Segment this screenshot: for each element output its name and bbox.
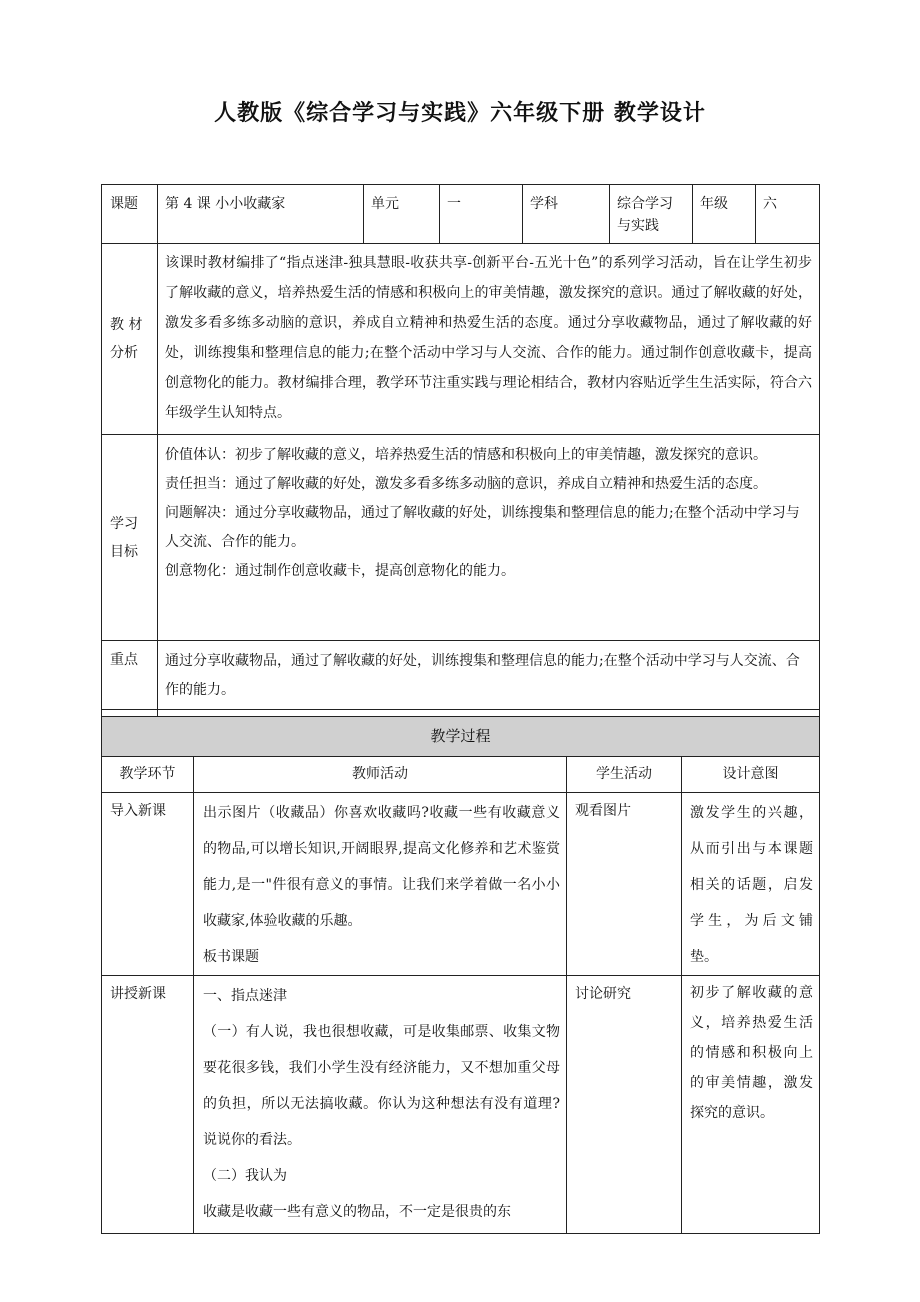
table-row [102, 793, 820, 976]
key-point-label: 重点 [110, 652, 138, 668]
stage-label: 讲授新课 [110, 986, 166, 1002]
column-header: 教学环节 [102, 757, 194, 793]
material-row [102, 244, 820, 435]
goals-row [102, 435, 820, 641]
student-activity: 观看图片 [575, 803, 631, 819]
unit-value: 一 [447, 196, 461, 212]
process-heading: 教学过程 [102, 717, 820, 757]
teacher-activity: 一、指点迷津 （一）有人说，我也很想收藏，可是收集邮票、收集文物要花很多钱，我们小学生没有经济能力，又不想加重父母的负担，所以无法搞收藏。你认为这种想法有没有道理?说说你的看法。 （二）我认为 收藏是收藏一些有意义的物品，不一定是很贵的东 [203, 988, 560, 1220]
design-intent: 初步了解收藏的意义，培养热爱生活的情感和积极向上的审美情趣，激发探究的意识。 [690, 985, 814, 1121]
goal-item: 责任担当：通过了解收藏的好处，激发多看多练多动脑的意识，养成自立精神和热爱生活的态度。 [165, 476, 767, 492]
column-header: 设计意图 [682, 757, 820, 793]
teaching-process-table [101, 716, 820, 1234]
header-row [102, 185, 820, 244]
goals-list [158, 435, 819, 590]
goals-label: 学习 目标 [110, 515, 138, 560]
process-column-headers [102, 757, 820, 793]
grade-label: 年级 [700, 196, 728, 212]
stage-label: 导入新课 [110, 803, 166, 819]
unit-label: 单元 [371, 196, 399, 212]
goal-item: 问题解决：通过分享收藏物品，通过了解收藏的好处，训练搜集和整理信息的能力;在整个活动中学习与人交流、合作的能力。 [165, 505, 800, 550]
material-analysis-text: 该课时教材编排了“指点迷津-独具慧眼-收获共享-创新平台-五光十色”的系列学习活动，旨在让学生初步了解收藏的意义，培养热爱生活的情感和积极向上的审美情趣，激发探究的意识。通过了解收藏的好处，激发多看多练多动脑的意识，养成自立精神和热爱生活的态度。通过分享收藏物品，通过了解收藏的好处，训练搜集和整理信息的能力;在整个活动中学习与人交流、合作的能力。通过制作创意收藏卡，提高创意物化的能力。教材编排合理，教学环节注重实践与理论相结合，教材内容贴近学生生活实际，符合六年级学生认知特点。 [165, 255, 812, 421]
subject-value: 综合学习与实践 [617, 196, 673, 234]
topic-value: 第 4 课 小小收藏家 [165, 196, 286, 212]
goal-item: 价值体认：初步了解收藏的意义，培养热爱生活的情感和积极向上的审美情趣，激发探究的意识。 [165, 447, 767, 463]
key-point-row [102, 641, 820, 710]
table-row [102, 976, 820, 1234]
key-point-text: 通过分享收藏物品，通过了解收藏的好处，训练搜集和整理信息的能力;在整个活动中学习与人交流、合作的能力。 [165, 653, 800, 698]
page-title: 人教版《综合学习与实践》六年级下册 教学设计 [214, 101, 706, 126]
design-intent: 激发学生的兴趣，从而引出与本课题相关的话题，启发学生，为后文铺垫。 [690, 805, 814, 965]
material-label: 教 材 分析 [110, 317, 143, 361]
topic-label: 课题 [110, 196, 138, 212]
goal-item: 创意物化：通过制作创意收藏卡，提高创意物化的能力。 [165, 563, 515, 579]
subject-label: 学科 [530, 196, 558, 212]
column-header: 学生活动 [567, 757, 682, 793]
lesson-info-table [101, 184, 820, 741]
student-activity: 讨论研究 [575, 986, 631, 1002]
grade-value: 六 [763, 196, 777, 212]
teacher-activity: 出示图片（收藏品）你喜欢收藏吗?收藏一些有收藏意义的物品,可以增长知识,开阔眼界,提高文化修养和艺术鉴赏能力,是一"件很有意义的事情。让我们来学着做一名小小收藏家,体验收藏的乐趣。 板书课题 [203, 805, 560, 965]
column-header: 教师活动 [194, 757, 567, 793]
